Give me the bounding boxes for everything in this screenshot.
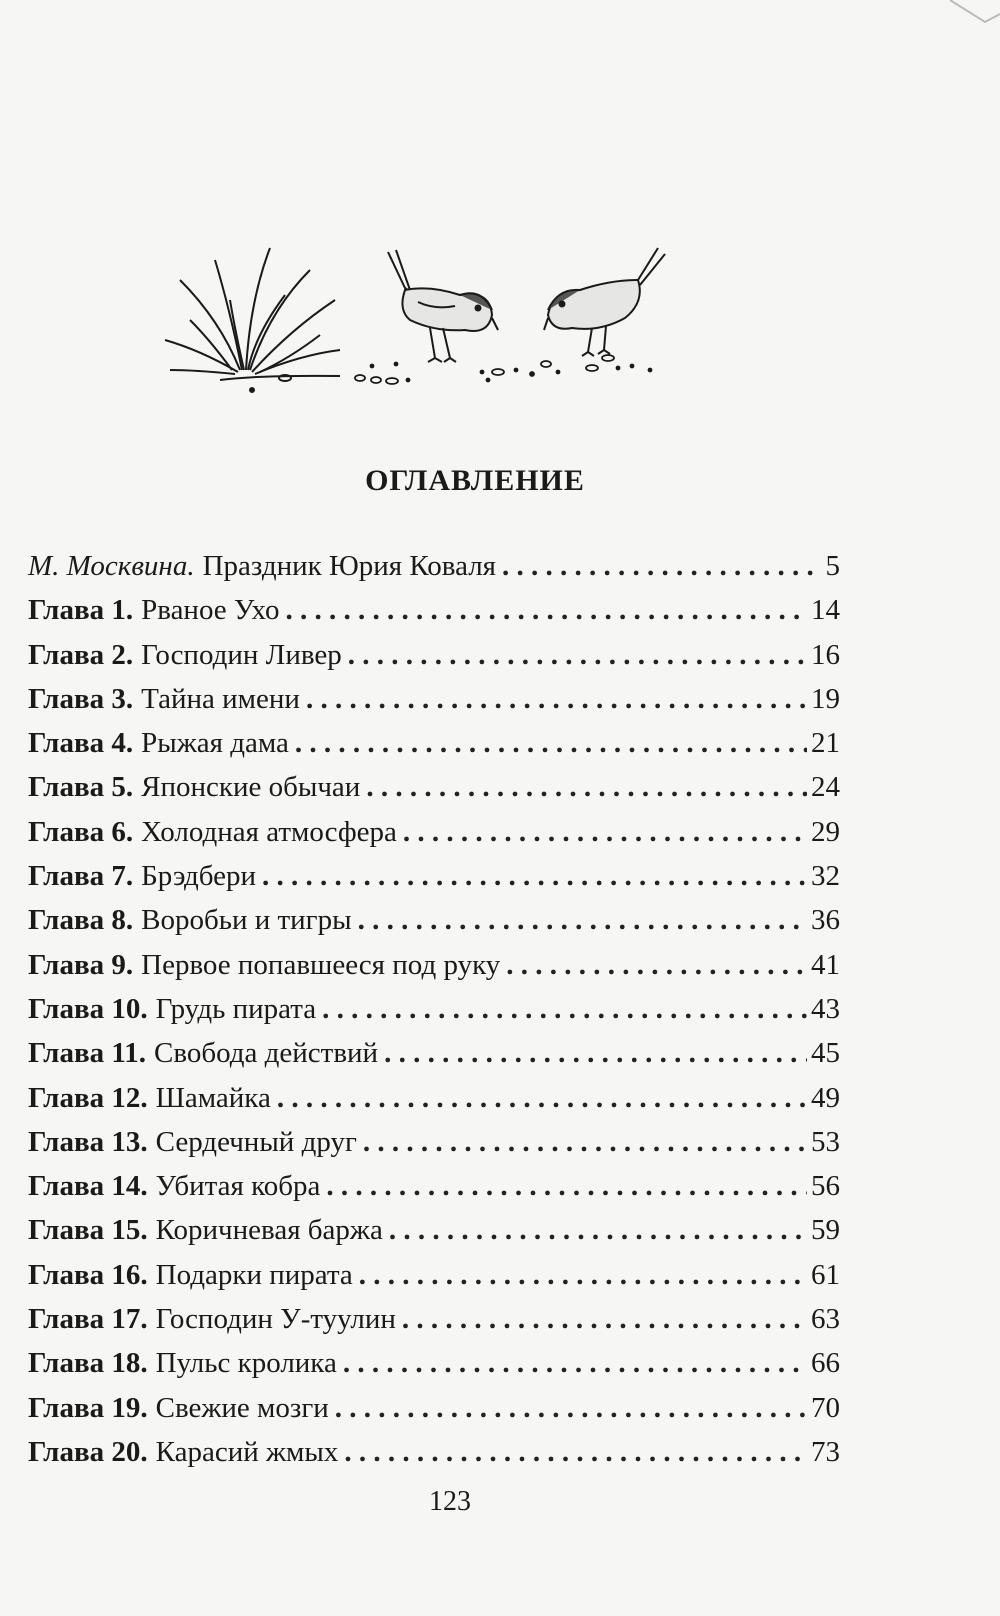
dot-leader: [384, 1031, 807, 1075]
seeds-and-pebbles: [355, 355, 652, 384]
dot-leader: [262, 854, 807, 898]
toc-entry: [28, 677, 840, 721]
toc-entry: [28, 810, 840, 854]
toc-chapter-label: Глава 10.: [28, 992, 148, 1025]
toc-chapter-label: Глава 18.: [28, 1347, 148, 1380]
dot-leader: [344, 1430, 807, 1474]
dot-leader: [343, 1341, 807, 1385]
toc-page-number: 70: [811, 1391, 840, 1424]
toc-page-number: 59: [811, 1214, 840, 1247]
toc-chapter-title: Холодная атмосфера: [141, 815, 397, 848]
toc-entry: [28, 1076, 840, 1120]
toc-chapter-title: Пульс кролика: [155, 1347, 337, 1380]
toc-chapter-label: Глава 15.: [28, 1214, 148, 1247]
toc-chapter-label: Глава 17.: [28, 1303, 148, 1336]
toc-page-number: 66: [811, 1347, 840, 1380]
dot-leader: [277, 1076, 807, 1120]
sparrow-icon: [544, 248, 665, 356]
toc-chapter-title: Шамайка: [155, 1081, 271, 1114]
toc-title: ОГЛАВЛЕНИЕ: [365, 464, 585, 497]
toc-chapter-label: Глава 12.: [28, 1081, 148, 1114]
toc-chapter-title: Свобода действий: [154, 1037, 379, 1070]
toc-page-number: 19: [811, 682, 840, 715]
dot-leader: [389, 1208, 807, 1252]
toc-chapter-title: Подарки пирата: [155, 1258, 353, 1291]
table-of-contents: [28, 544, 840, 1474]
toc-page-number: 5: [825, 550, 840, 582]
toc-chapter-title: Сердечный друг: [155, 1125, 357, 1158]
dot-leader: [403, 810, 807, 854]
toc-chapter-title: Брэдбери: [141, 860, 256, 893]
toc-page-number: 29: [811, 815, 840, 848]
toc-chapter-title: Свежие мозги: [155, 1391, 329, 1424]
toc-entry: [28, 544, 840, 588]
toc-entry: [28, 1031, 840, 1075]
toc-chapter-label: Глава 6.: [28, 815, 134, 848]
dot-leader: [358, 898, 807, 942]
toc-chapter-title: Рваное Ухо: [141, 594, 280, 627]
toc-page-number: 45: [811, 1037, 840, 1070]
dot-leader: [506, 943, 807, 987]
toc-chapter-title: Господин У-туулин: [155, 1303, 396, 1336]
toc-chapter-label: Глава 8.: [28, 904, 134, 937]
dot-leader: [366, 765, 807, 809]
toc-entry: [28, 1297, 840, 1341]
toc-page-number: 56: [811, 1170, 840, 1203]
grass-icon: [165, 248, 340, 392]
toc-page-number: 43: [811, 992, 840, 1025]
toc-chapter-title: Первое попавшееся под руку: [141, 948, 501, 981]
dot-leader: [295, 721, 807, 765]
toc-page-number: 32: [811, 860, 840, 893]
toc-chapter-label: Глава 2.: [28, 638, 134, 671]
toc-chapter-label: Глава 13.: [28, 1125, 148, 1158]
toc-page-number: 61: [811, 1258, 840, 1291]
dot-leader: [348, 633, 807, 677]
toc-entry: [28, 633, 840, 677]
toc-chapter-title: Убитая кобра: [155, 1170, 321, 1203]
toc-page-number: 73: [811, 1435, 840, 1468]
toc-chapter-label: Глава 16.: [28, 1258, 148, 1291]
toc-entry: [28, 721, 840, 765]
toc-entry: [28, 1253, 840, 1297]
toc-entry: [28, 943, 840, 987]
grass-and-sparrows-illustration: [160, 240, 680, 410]
sparrow-icon: [388, 250, 498, 362]
toc-chapter-label: Глава 19.: [28, 1391, 148, 1424]
toc-chapter-title: Грудь пирата: [155, 992, 317, 1025]
toc-entry: [28, 1164, 840, 1208]
toc-entry: [28, 1386, 840, 1430]
toc-page-number: 41: [811, 948, 840, 981]
toc-chapter-label: Глава 4.: [28, 727, 134, 760]
dot-leader: [285, 588, 807, 632]
toc-entry: [28, 987, 840, 1031]
toc-chapter-title: Тайна имени: [141, 682, 300, 715]
toc-chapter-label: Глава 11.: [28, 1037, 147, 1070]
page-corner-fold: [930, 0, 1000, 40]
toc-chapter-title: Господин Ливер: [141, 638, 342, 671]
toc-chapter-label: Глава 3.: [28, 682, 134, 715]
toc-page-number: 16: [811, 638, 840, 671]
toc-author: М. Москвина.: [28, 550, 195, 582]
toc-page-number: 36: [811, 904, 840, 937]
dot-leader: [306, 677, 807, 721]
toc-entry: [28, 1120, 840, 1164]
toc-entry: [28, 1208, 840, 1252]
dot-leader: [335, 1386, 807, 1430]
toc-page-number: 49: [811, 1081, 840, 1114]
page-number: 123: [429, 1486, 471, 1517]
toc-chapter-title: Рыжая дама: [141, 727, 289, 760]
toc-entry: [28, 854, 840, 898]
toc-entry: [28, 1341, 840, 1385]
toc-chapter-label: Глава 20.: [28, 1435, 148, 1468]
dot-leader: [326, 1164, 807, 1208]
toc-chapter-label: Глава 1.: [28, 594, 134, 627]
toc-chapter-title: Коричневая баржа: [155, 1214, 383, 1247]
toc-entry: [28, 765, 840, 809]
toc-chapter-title: Праздник Юрия Коваля: [202, 550, 497, 582]
toc-page-number: 53: [811, 1125, 840, 1158]
toc-entry: [28, 1430, 840, 1474]
toc-chapter-title: Воробьи и тигры: [141, 904, 352, 937]
dot-leader: [322, 987, 807, 1031]
toc-chapter-label: Глава 5.: [28, 771, 134, 804]
toc-chapter-label: Глава 14.: [28, 1170, 148, 1203]
toc-chapter-title: Японские обычаи: [141, 771, 361, 804]
dot-leader: [502, 544, 821, 588]
toc-page-number: 24: [811, 771, 840, 804]
toc-chapter-title: Карасий жмых: [155, 1435, 339, 1468]
toc-page-number: 63: [811, 1303, 840, 1336]
dot-leader: [402, 1297, 807, 1341]
toc-chapter-label: Глава 9.: [28, 948, 134, 981]
dot-leader: [359, 1253, 807, 1297]
toc-entry: [28, 898, 840, 942]
toc-entry: [28, 588, 840, 632]
dot-leader: [363, 1120, 807, 1164]
toc-chapter-label: Глава 7.: [28, 860, 134, 893]
toc-page-number: 21: [811, 727, 840, 760]
toc-page-number: 14: [811, 594, 840, 627]
